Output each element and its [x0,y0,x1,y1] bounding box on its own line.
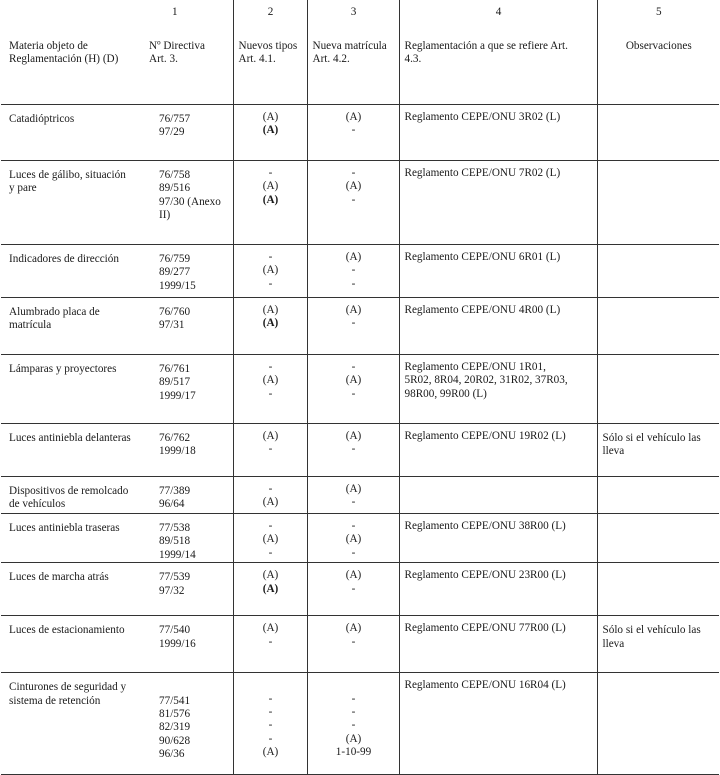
col-number-3: 3 [350,6,357,18]
reglamento-line: Reglamento CEPE/ONU 77R00 (L) [404,622,566,635]
reglamento-line: Reglamento CEPE/ONU 4R00 (L) [404,304,561,316]
materia-line: Dispositivos de remolcado [9,485,129,497]
nuevos-tipos-cell [233,514,307,563]
nuevos-line [239,207,303,220]
reglamento-cell [399,514,597,563]
directivas-line: 76/758 [159,169,191,181]
materia-line: Alumbrado placa de [9,306,100,318]
materia-cell [1,673,147,775]
directiva-cell [147,514,233,563]
directivas-line: 77/540 [159,624,191,637]
header-directiva-line-1: Nº Directiva [149,40,205,52]
matricula-line: (A) [345,533,362,546]
directivas-line: 76/757 [159,113,191,125]
matricula-line: - [351,496,356,509]
materia-cell [1,161,147,245]
nuevos-line: - [268,167,273,179]
materia-cell [1,514,147,563]
header-reglamentacion [399,0,597,105]
matricula-line: - [351,582,356,595]
directivas-line: 1999/16 [159,637,196,650]
matricula-line: 1-10-99 [335,746,372,759]
nuevos-line: (A) [262,304,279,316]
observaciones-cell [597,161,719,245]
matricula-line: (A) [345,251,362,263]
directiva-cell [147,298,233,355]
reglamento-cell [399,424,597,477]
nuevos-line: (A) [262,622,279,635]
materia-line: matrícula [9,319,52,332]
directiva-cell [147,161,233,245]
nueva-matricula-cell [307,424,399,477]
table-row [1,161,719,245]
nuevos-line: - [268,251,273,263]
matricula-line: - [351,317,356,330]
materia-cell [1,616,147,673]
nuevos-line: (A) [262,374,279,387]
reglamento-cell [399,245,597,298]
nueva-matricula-cell [307,298,399,355]
materia-line: Luces de gálibo, situación [9,169,126,181]
nuevos-line: - [268,443,273,456]
header-matricula-line-2: Art. 4.2. [312,53,350,66]
table-row [1,477,719,514]
nuevos-line: - [268,732,273,745]
reglamento-line: Reglamento CEPE/ONU 23R00 (L) [404,569,566,582]
table-body [1,0,719,775]
directivas-line: 96/36 [159,748,185,761]
table-row [1,298,719,355]
table-row [1,673,719,775]
materia-cell [1,298,147,355]
table-row [1,514,719,563]
nuevos-tipos-cell [233,355,307,424]
reglamento-cell [399,563,597,616]
nueva-matricula-cell [307,245,399,298]
matricula-line: (A) [345,374,362,387]
nuevos-line: (A) [262,430,279,442]
directivas-line: 1999/18 [159,445,196,458]
nuevos-line: (A) [262,582,279,595]
directiva-cell [147,105,233,161]
directiva-cell [147,355,233,424]
reglamento-cell [399,105,597,161]
directiva-cell [147,616,233,673]
nuevos-line: (A) [262,533,279,546]
materia-line: Luces de estacionamiento [9,624,125,637]
matricula-line: - [351,361,356,373]
observaciones-cell [597,616,719,673]
nuevos-line: - [268,546,273,559]
nuevos-tipos-cell [233,298,307,355]
reglamento-cell [399,298,597,355]
observaciones-line: lleva [602,637,625,650]
nueva-matricula-cell [307,477,399,514]
nueva-matricula-cell [307,616,399,673]
directivas-line: 89/516 [159,182,191,195]
directiva-cell [147,477,233,514]
nuevos-line: - [268,635,273,648]
reglamento-line: Reglamento CEPE/ONU 16R04 (L) [404,679,566,692]
directivas-line: 97/32 [159,584,185,597]
reglamento-line: 5R02, 8R04, 20R02, 31R02, 37R03, [404,374,568,387]
nueva-matricula-cell [307,355,399,424]
materia-cell [1,563,147,616]
nuevos-line: - [268,277,273,290]
directiva-cell [147,673,233,775]
matricula-line: - [351,546,356,559]
header-reglamentacion-line-2: 4.3. [404,53,422,66]
matricula-line: (A) [345,180,362,193]
directivas-line: 97/29 [159,126,185,139]
nuevos-line: - [268,387,273,400]
directivas-line: 96/64 [159,498,185,511]
nueva-matricula-cell [307,514,399,563]
header-matricula-line-1: Nueva matrícula [312,40,387,52]
directivas-line: 77/389 [159,485,191,497]
materia-cell [1,105,147,161]
regulation-table [1,0,719,775]
matricula-line: - [351,124,356,137]
directivas-line: 76/762 [159,432,191,444]
nuevos-line: (A) [262,569,279,582]
observaciones-cell [597,245,719,298]
nuevos-line: (A) [262,111,279,123]
observaciones-line: lleva [602,445,625,458]
header-nuevos [233,0,307,105]
header-observaciones-label: Observaciones [625,40,692,52]
nuevos-line: (A) [262,496,279,509]
matricula-line: - [351,520,356,532]
reglamento-line: Reglamento CEPE/ONU 7R02 (L) [404,167,561,179]
materia-cell [1,424,147,477]
nueva-matricula-cell [307,673,399,775]
directivas-line: 76/760 [159,306,191,318]
table-row [1,245,719,298]
nuevos-line: (A) [262,180,279,193]
matricula-line: - [351,387,356,400]
table-row [1,355,719,424]
nuevos-line: - [268,520,273,532]
matricula-line: (A) [345,732,362,745]
nuevos-tipos-cell [233,161,307,245]
matricula-line: - [351,635,356,648]
materia-line: Luces de marcha atrás [9,571,109,584]
matricula-line: (A) [345,304,362,316]
matricula-line: - [351,167,356,179]
reglamento-cell [399,477,597,514]
observaciones-cell [597,563,719,616]
materia-line: Catadióptricos [9,113,75,125]
matricula-line: - [351,719,356,732]
directivas-line: 77/541 [159,694,191,707]
table-row [1,616,719,673]
nuevos-tipos-cell [233,616,307,673]
observaciones-cell [597,673,719,775]
matricula-line [313,679,395,692]
nuevos-tipos-cell [233,245,307,298]
header-nuevos-line-1: Nuevos tipos [238,40,298,52]
col-number-2: 2 [267,6,274,18]
nuevos-line: (A) [262,193,279,206]
directivas-line: 76/761 [159,363,191,375]
matricula-line: (A) [345,569,362,582]
observaciones-line: Sólo si el vehículo las [602,624,701,637]
materia-line: sistema de retención [9,694,101,707]
reglamento-cell [399,616,597,673]
header-reglamentacion-line-1: Reglamentación a que se refiere Art. [404,40,568,52]
observaciones-cell [597,105,719,161]
directivas-line: 90/628 [159,734,191,747]
materia-line: Lámparas y proyectores [9,363,117,375]
matricula-line: (A) [345,622,362,635]
directivas-line: 97/30 (Anexo [159,195,221,208]
nuevos-tipos-cell [233,477,307,514]
directivas-line: 1999/15 [159,279,196,292]
materia-line: y pare [9,182,37,195]
table-row [1,563,719,616]
matricula-line: - [351,193,356,206]
observaciones-cell [597,298,719,355]
header-nuevos-line-2: Art. 4.1. [238,53,276,66]
reglamento-line: 98R00, 99R00 (L) [404,387,487,400]
header-observaciones [597,0,719,105]
nuevos-line: - [268,692,273,705]
matricula-line: - [351,277,356,290]
directivas-line: 77/538 [159,522,191,534]
observaciones-line: Sólo si el vehículo las [602,432,701,444]
col-number-1: 1 [171,6,178,18]
col-number-5: 5 [655,6,662,18]
materia-line: Cinturones de seguridad y [9,681,127,694]
nueva-matricula-cell [307,105,399,161]
header-materia-line-1: Materia objeto de [9,40,88,52]
nuevos-tipos-cell [233,563,307,616]
materia-cell [1,355,147,424]
matricula-line: - [351,692,356,705]
observaciones-cell [597,355,719,424]
materia-cell [1,477,147,514]
nueva-matricula-cell [307,161,399,245]
directivas-line: 1999/17 [159,389,196,402]
nuevos-line: (A) [262,317,279,330]
header-directiva [147,0,233,105]
directivas-line: 81/576 [159,708,191,721]
materia-line: Luces antiniebla traseras [9,522,120,534]
directivas-line [159,681,231,694]
matricula-line: (A) [345,483,362,495]
directivas-line: II) [159,209,171,222]
nuevos-line: - [268,719,273,732]
reglamento-line: Reglamento CEPE/ONU 6R01 (L) [404,251,561,263]
nuevos-tipos-cell [233,105,307,161]
nuevos-line: - [268,706,273,719]
directivas-line: 77/539 [159,571,191,584]
directivas-line: 1999/14 [159,548,196,561]
nuevos-line: - [268,361,273,373]
directivas-line: 97/31 [159,319,185,332]
reglamento-line: Reglamento CEPE/ONU 1R01, [404,361,546,373]
table-row [1,105,719,161]
directivas-line: 82/319 [159,721,191,734]
directivas-line: 89/518 [159,535,191,548]
nuevos-line: (A) [262,264,279,277]
directiva-cell [147,245,233,298]
materia-line: Luces antiniebla delanteras [9,432,131,444]
matricula-line: (A) [345,111,362,123]
directivas-line: 76/759 [159,253,191,265]
nueva-matricula-cell [307,563,399,616]
reglamento-line: Reglamento CEPE/ONU 38R00 (L) [404,520,566,532]
directiva-cell [147,563,233,616]
directivas-line: 89/517 [159,376,191,389]
directivas-line: 89/277 [159,266,191,279]
nuevos-line: - [268,483,273,495]
reglamento-line: Reglamento CEPE/ONU 19R02 (L) [404,430,566,442]
observaciones-cell [597,514,719,563]
matricula-line: (A) [345,430,362,442]
materia-line: de vehículos [9,498,66,511]
nuevos-tipos-cell [233,673,307,775]
col-number-4: 4 [495,6,502,18]
observaciones-cell [597,424,719,477]
reglamento-cell [399,355,597,424]
matricula-line [313,207,395,220]
reglamento-line: Reglamento CEPE/ONU 3R02 (L) [404,111,561,123]
matricula-line: - [351,264,356,277]
nuevos-line: (A) [262,746,279,759]
matricula-line: - [351,706,356,719]
header-materia-line-2: Reglamentación (H) (D) [9,53,119,66]
header-matricula [307,0,399,105]
table-row [1,424,719,477]
directiva-cell [147,424,233,477]
matricula-line: - [351,443,356,456]
observaciones-cell [597,477,719,514]
reglamento-cell [399,161,597,245]
materia-cell [1,245,147,298]
nuevos-line [239,679,303,692]
header-row [1,0,719,105]
materia-line: Indicadores de dirección [9,253,119,265]
nuevos-line: (A) [262,124,279,137]
nuevos-tipos-cell [233,424,307,477]
reglamento-cell [399,673,597,775]
header-directiva-line-2: Art. 3. [149,53,178,66]
